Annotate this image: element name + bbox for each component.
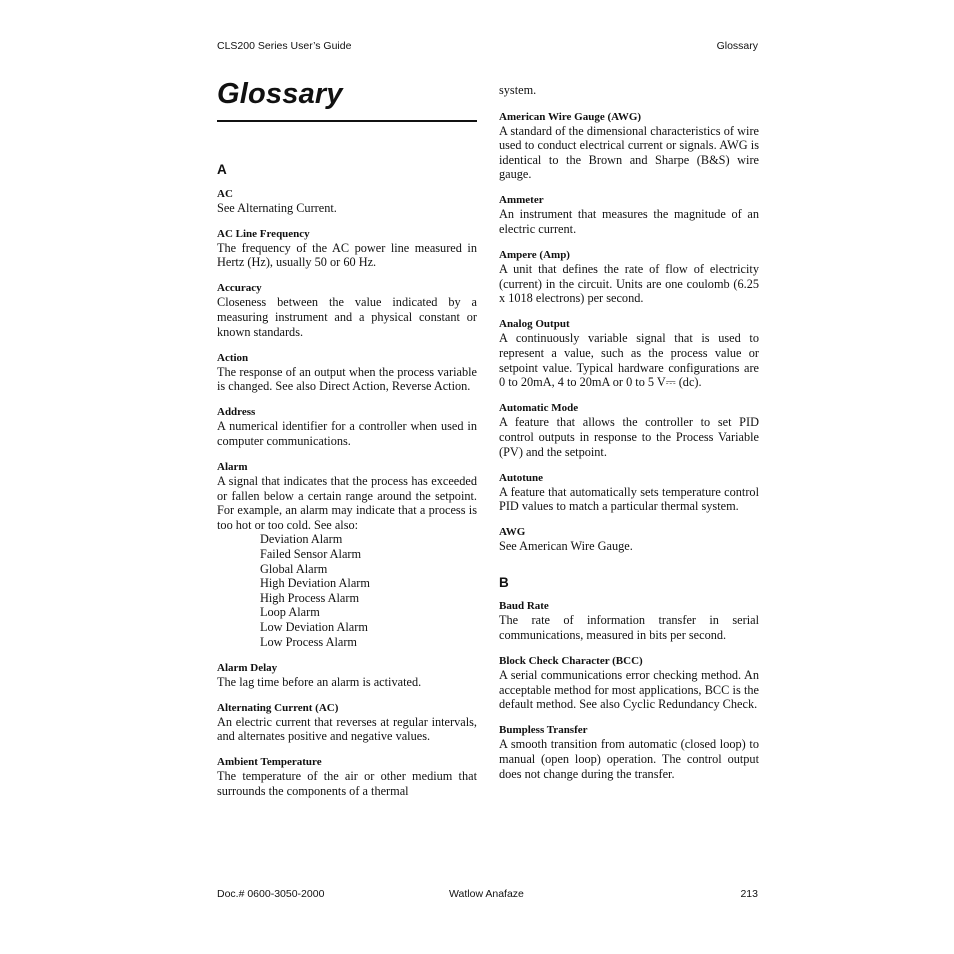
glossary-entry	[217, 188, 477, 216]
glossary-entry	[217, 406, 477, 448]
title-divider	[217, 120, 477, 122]
footer-doc-number: Doc.# 0600-3050-2000	[217, 888, 325, 900]
see-also-item: Low Process Alarm	[260, 634, 357, 649]
footer-company: Watlow Anafaze	[449, 888, 524, 900]
glossary-definition: The rate of information transfer in serial communications, measured in bits per second.	[499, 613, 759, 643]
glossary-term: Action	[217, 351, 249, 364]
glossary-entry	[217, 352, 477, 394]
glossary-term: Autotune	[499, 471, 544, 484]
glossary-entry	[499, 472, 759, 514]
glossary-term: Alarm Delay	[217, 661, 278, 674]
glossary-term: Address	[217, 406, 256, 419]
see-also-list	[217, 532, 477, 649]
page-number: 213	[740, 888, 758, 900]
glossary-definition: An instrument that measures the magnitude of an electric current.	[499, 207, 759, 237]
glossary-term: Ambient Temperature	[217, 756, 322, 769]
glossary-definition: A unit that defines the rate of flow of electricity (current) in the circuit. Units are one coulomb (6.25 x 1018 electrons) per second.	[499, 262, 759, 306]
glossary-term: Baud Rate	[499, 600, 549, 613]
glossary-entry	[499, 194, 759, 236]
glossary-entry	[499, 600, 759, 642]
glossary-term: Ammeter	[499, 194, 544, 207]
glossary-entry	[499, 655, 759, 712]
glossary-entry	[217, 461, 477, 649]
right-entries-b	[499, 600, 759, 781]
page-title: Glossary	[217, 78, 343, 110]
glossary-term: Automatic Mode	[499, 402, 579, 415]
glossary-definition: The temperature of the air or other medium that surrounds the components of a thermal	[217, 769, 477, 799]
glossary-definition: The frequency of the AC power line measured in Hertz (Hz), usually 50 or 60 Hz.	[217, 240, 477, 270]
glossary-term: Block Check Character (BCC)	[499, 655, 643, 668]
right-entries	[499, 111, 759, 554]
see-also-item: Failed Sensor Alarm	[260, 547, 362, 561]
glossary-term: Bumpless Transfer	[499, 724, 588, 737]
glossary-definition: The response of an output when the process variable is changed. See also Direct Action, Reverse Action.	[217, 364, 477, 394]
right-column	[499, 83, 759, 794]
glossary-definition: See American Wire Gauge.	[499, 539, 633, 554]
glossary-entry	[499, 318, 759, 389]
glossary-definition: An electric current that reverses at regular intervals, and alternates positive and negative values.	[217, 714, 477, 744]
glossary-entry	[499, 724, 759, 781]
glossary-definition: A feature that automatically sets temperature control PID values to match a particular thermal system.	[499, 484, 759, 514]
glossary-term: Alternating Current (AC)	[217, 701, 339, 714]
glossary-entry	[217, 662, 477, 690]
glossary-definition: A numerical identifier for a controller when used in computer communications.	[217, 419, 477, 448]
glossary-definition: Closeness between the value indicated by a measuring instrument and a physical constant or known standards.	[217, 295, 477, 339]
glossary-definition: The lag time before an alarm is activated.	[217, 674, 422, 689]
glossary-definition: A smooth transition from automatic (closed loop) to manual (open loop) operation. The control output does not change during the transfer.	[499, 737, 759, 781]
glossary-term: AC Line Frequency	[217, 227, 310, 240]
glossary-definition: See Alternating Current.	[217, 200, 337, 215]
running-header-right: Glossary	[716, 40, 758, 52]
glossary-definition: A serial communications error checking method. An acceptable method for most applications, BCC is the default method. See also Cyclic Redundancy Check.	[499, 668, 759, 712]
section-heading-b: B	[499, 574, 509, 590]
glossary-entry	[217, 756, 477, 798]
see-also-item: Low Deviation Alarm	[260, 619, 368, 634]
glossary-term: Accuracy	[217, 282, 262, 295]
glossary-entry	[499, 111, 759, 182]
left-entries	[217, 188, 477, 799]
glossary-entry	[217, 228, 477, 270]
glossary-definition: A standard of the dimensional characteristics of wire used to conduct electrical current or signals. AWG is identical to the Brown and Sharpe (B&S) wire gauge.	[499, 123, 759, 182]
glossary-entry	[499, 402, 759, 459]
glossary-entry	[499, 526, 759, 554]
glossary-term: Analog Output	[499, 318, 570, 331]
continued-text: system.	[499, 83, 537, 97]
glossary-term: American Wire Gauge (AWG)	[499, 110, 642, 123]
see-also-item: Loop Alarm	[260, 605, 320, 620]
see-also-item: High Deviation Alarm	[260, 576, 370, 591]
glossary-term: AC	[217, 187, 233, 200]
section-heading-a: A	[217, 162, 227, 177]
glossary-term: AWG	[499, 526, 526, 539]
glossary-entry	[499, 249, 759, 306]
glossary-entry	[217, 282, 477, 339]
glossary-definition: A feature that allows the controller to set PID control outputs in response to the Process Variable (PV) and the setpoint.	[499, 415, 759, 459]
left-column	[217, 163, 477, 811]
glossary-definition: A continuously variable signal that is used to represent a value, such as the process value or setpoint value. Typical hardware configurations are 0 to 20mA, 4 to 20mA or 0 to 5 V⎓ (dc).	[499, 331, 759, 390]
glossary-definition: A signal that indicates that the process has exceeded or fallen below a certain range around the setpoint. For example, an alarm may indicate that a process is too hot or too cold. See also:	[217, 474, 477, 532]
glossary-term: Alarm	[217, 461, 248, 474]
running-header-left: CLS200 Series User’s Guide	[217, 40, 352, 52]
see-also-item: Deviation Alarm	[260, 532, 343, 547]
glossary-entry	[217, 702, 477, 744]
see-also-item: Global Alarm	[260, 561, 328, 576]
glossary-term: Ampere (Amp)	[499, 249, 570, 262]
see-also-item: High Process Alarm	[260, 590, 360, 605]
